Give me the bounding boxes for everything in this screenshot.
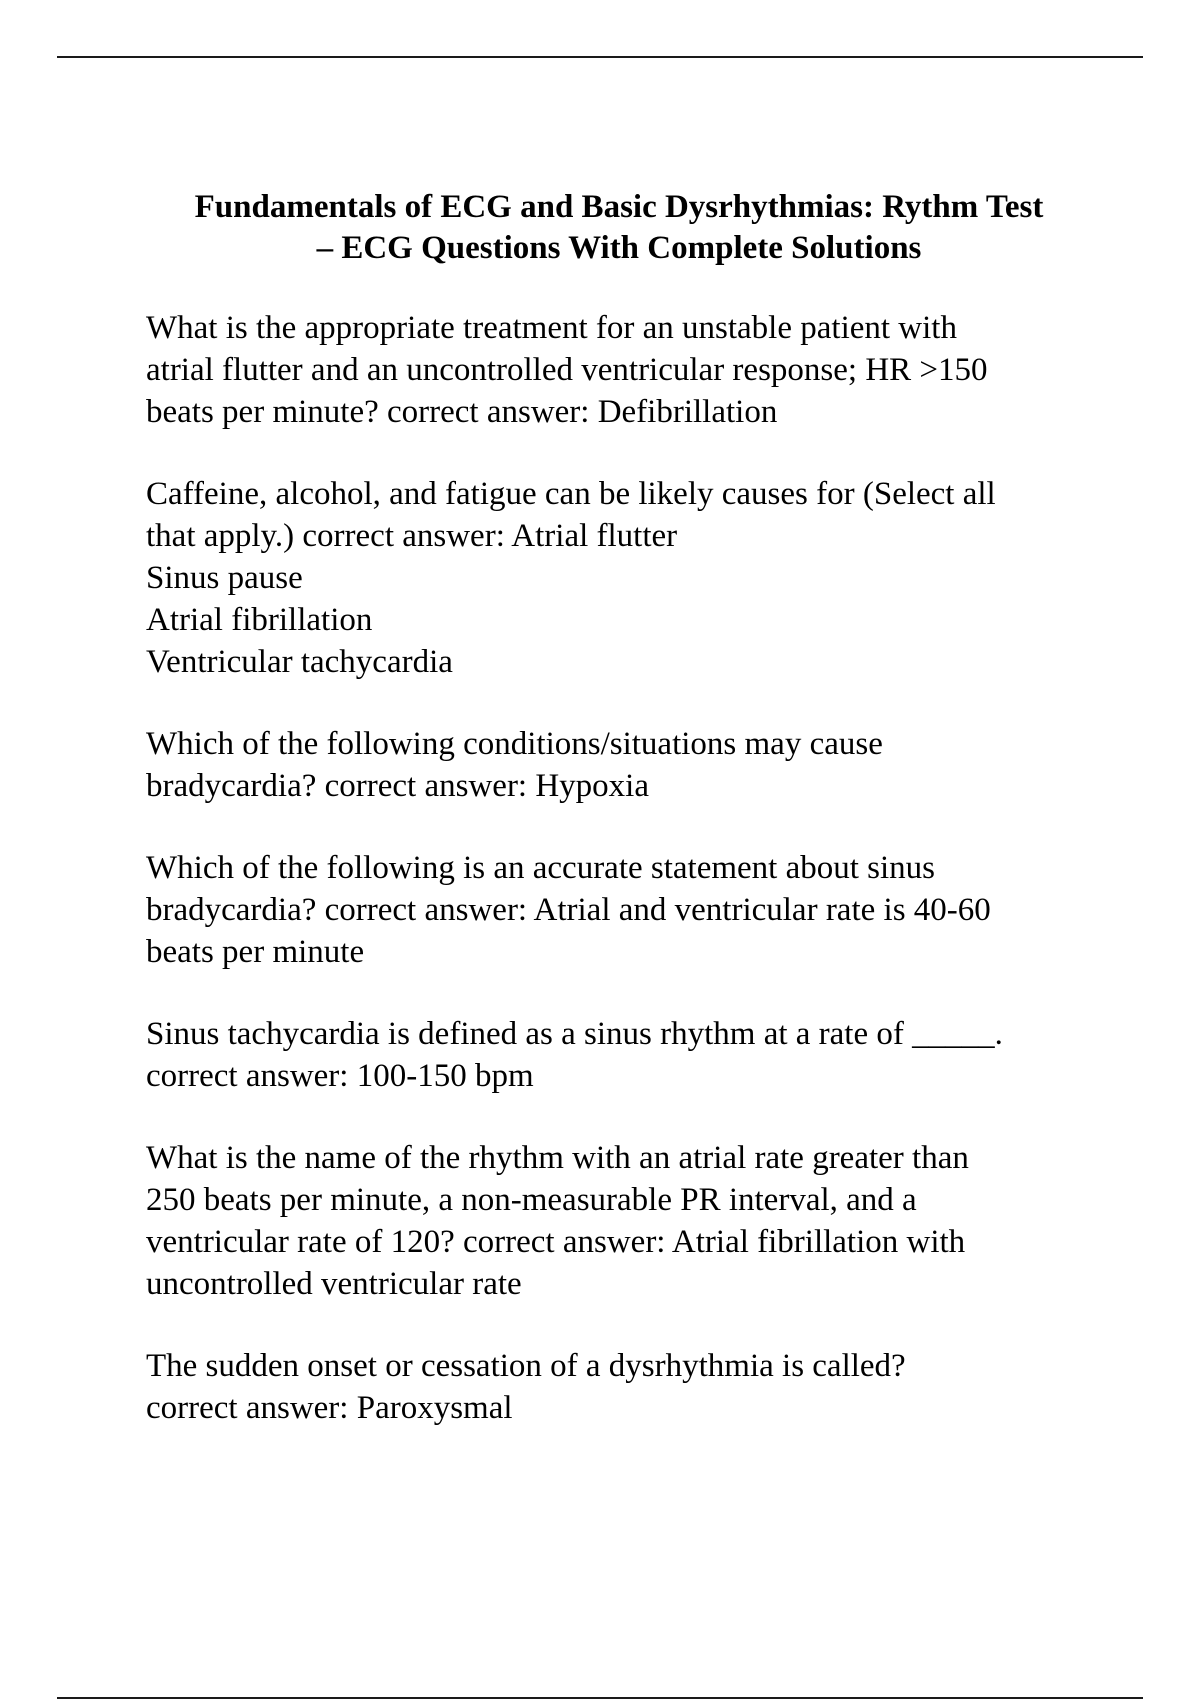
bottom-divider — [57, 1697, 1143, 1699]
qa-item — [146, 1013, 1086, 1097]
qa-item — [146, 473, 1086, 683]
qa-item — [146, 1137, 1086, 1305]
qa-line: beats per minute? correct answer: Defibrillation — [146, 394, 778, 430]
qa-line: Which of the following is an accurate statement about sinus — [146, 850, 936, 886]
qa-line: The sudden onset or cessation of a dysrhythmia is called? — [146, 1348, 906, 1384]
title-line: Fundamentals of ECG and Basic Dysrhythmias: Rythm Test — [194, 189, 1044, 225]
title-line: – ECG Questions With Complete Solutions — [316, 230, 922, 266]
document-body — [146, 187, 1086, 1469]
qa-line: that apply.) correct answer: Atrial flutter — [146, 518, 678, 554]
qa-line: bradycardia? correct answer: Atrial and ventricular rate is 40-60 — [146, 892, 991, 928]
qa-line: atrial flutter and an uncontrolled ventricular response; HR >150 — [146, 352, 988, 388]
qa-item — [146, 1345, 1086, 1429]
qa-line: correct answer: 100-150 bpm — [146, 1058, 534, 1094]
qa-line: Sinus tachycardia is defined as a sinus rhythm at a rate of _____. — [146, 1016, 1003, 1052]
qa-line: Atrial fibrillation — [146, 602, 373, 638]
qa-line: Caffeine, alcohol, and fatigue can be likely causes for (Select all — [146, 476, 996, 512]
qa-item — [146, 723, 1086, 807]
qa-line: correct answer: Paroxysmal — [146, 1390, 513, 1426]
qa-line: 250 beats per minute, a non-measurable PR interval, and a — [146, 1182, 917, 1218]
qa-line: bradycardia? correct answer: Hypoxia — [146, 768, 649, 804]
qa-line: What is the name of the rhythm with an atrial rate greater than — [146, 1140, 969, 1176]
qa-line: Sinus pause — [146, 560, 303, 596]
qa-line: What is the appropriate treatment for an unstable patient with — [146, 310, 957, 346]
qa-line: ventricular rate of 120? correct answer: Atrial fibrillation with — [146, 1224, 966, 1260]
qa-line: uncontrolled ventricular rate — [146, 1266, 522, 1302]
document-title — [146, 187, 1086, 269]
qa-line: Ventricular tachycardia — [146, 644, 453, 680]
qa-line: beats per minute — [146, 934, 365, 970]
top-divider — [57, 56, 1143, 58]
qa-line: Which of the following conditions/situations may cause — [146, 726, 883, 762]
qa-item — [146, 307, 1086, 433]
qa-item — [146, 847, 1086, 973]
